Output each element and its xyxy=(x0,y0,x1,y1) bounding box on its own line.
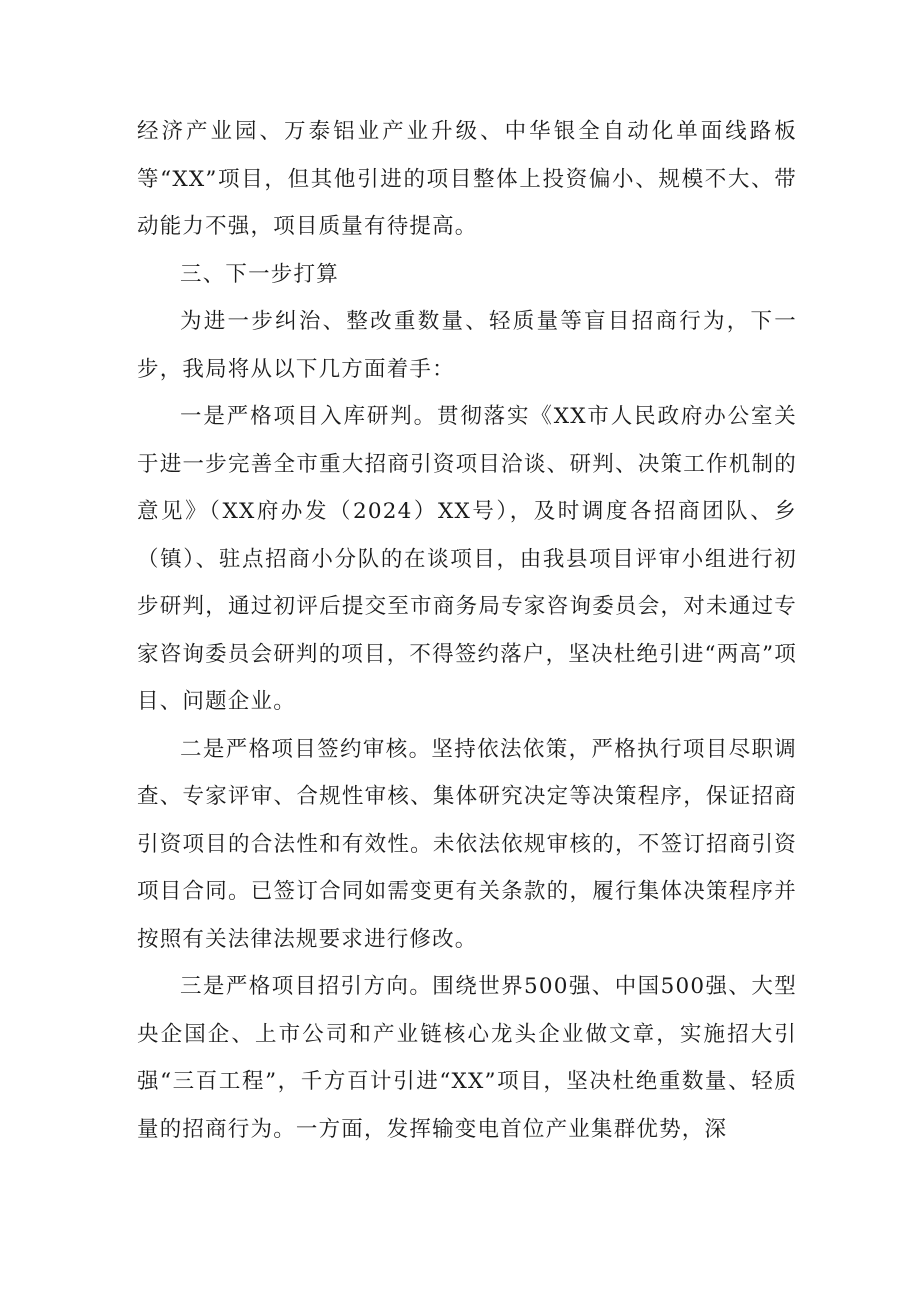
paragraph-item-3: 三是严格项目招引方向。围绕世界500强、中国500强、大型央企国企、上市公司和产业链核心龙头企业做文章，实施招大引强“三百工程”，千方百计引进“XX”项目，坚决杜绝重数量、轻质量的招商行为。一方面，发挥输变电首位产业集群优势，深 xyxy=(137,974,797,1142)
section-heading: 三、下一步打算 xyxy=(180,261,339,287)
paragraph-item-1: 一是严格项目入库研判。贯彻落实《XX市人民政府办公室关于进一步完善全市重大招商引资项目洽谈、研判、决策工作机制的意见》（XX府办发（2024）XX号），及时调度各招商团队、乡（镇）、驻点招商小分队的在谈项目，由我县项目评审小组进行初步研判，通过初评后提交至市商务局专家咨询委员会，对未通过专家咨询委员会研判的项目，不得签约落户，坚决杜绝引进“两高”项目、问题企业。 xyxy=(137,404,797,714)
paragraph-continuation: 经济产业园、万泰铝业产业升级、中华银全自动化单面线路板等“XX”项目，但其他引进的项目整体上投资偏小、规模不大、带动能力不强，项目质量有待提高。 xyxy=(137,119,797,239)
paragraph-intro: 为进一步纠治、整改重数量、轻质量等盲目招商行为，下一步，我局将从以下几方面着手： xyxy=(137,309,797,382)
paragraph-item-2: 二是严格项目签约审核。坚持依法依策，严格执行项目尽职调查、专家评审、合规性审核、集体研究决定等决策程序，保证招商引资项目的合法性和有效性。未依法依规审核的，不签订招商引资项目合同。已签订合同如需变更有关条款的，履行集体决策程序并按照有关法律法规要求进行修改。 xyxy=(137,736,797,952)
document-body xyxy=(137,108,797,1153)
